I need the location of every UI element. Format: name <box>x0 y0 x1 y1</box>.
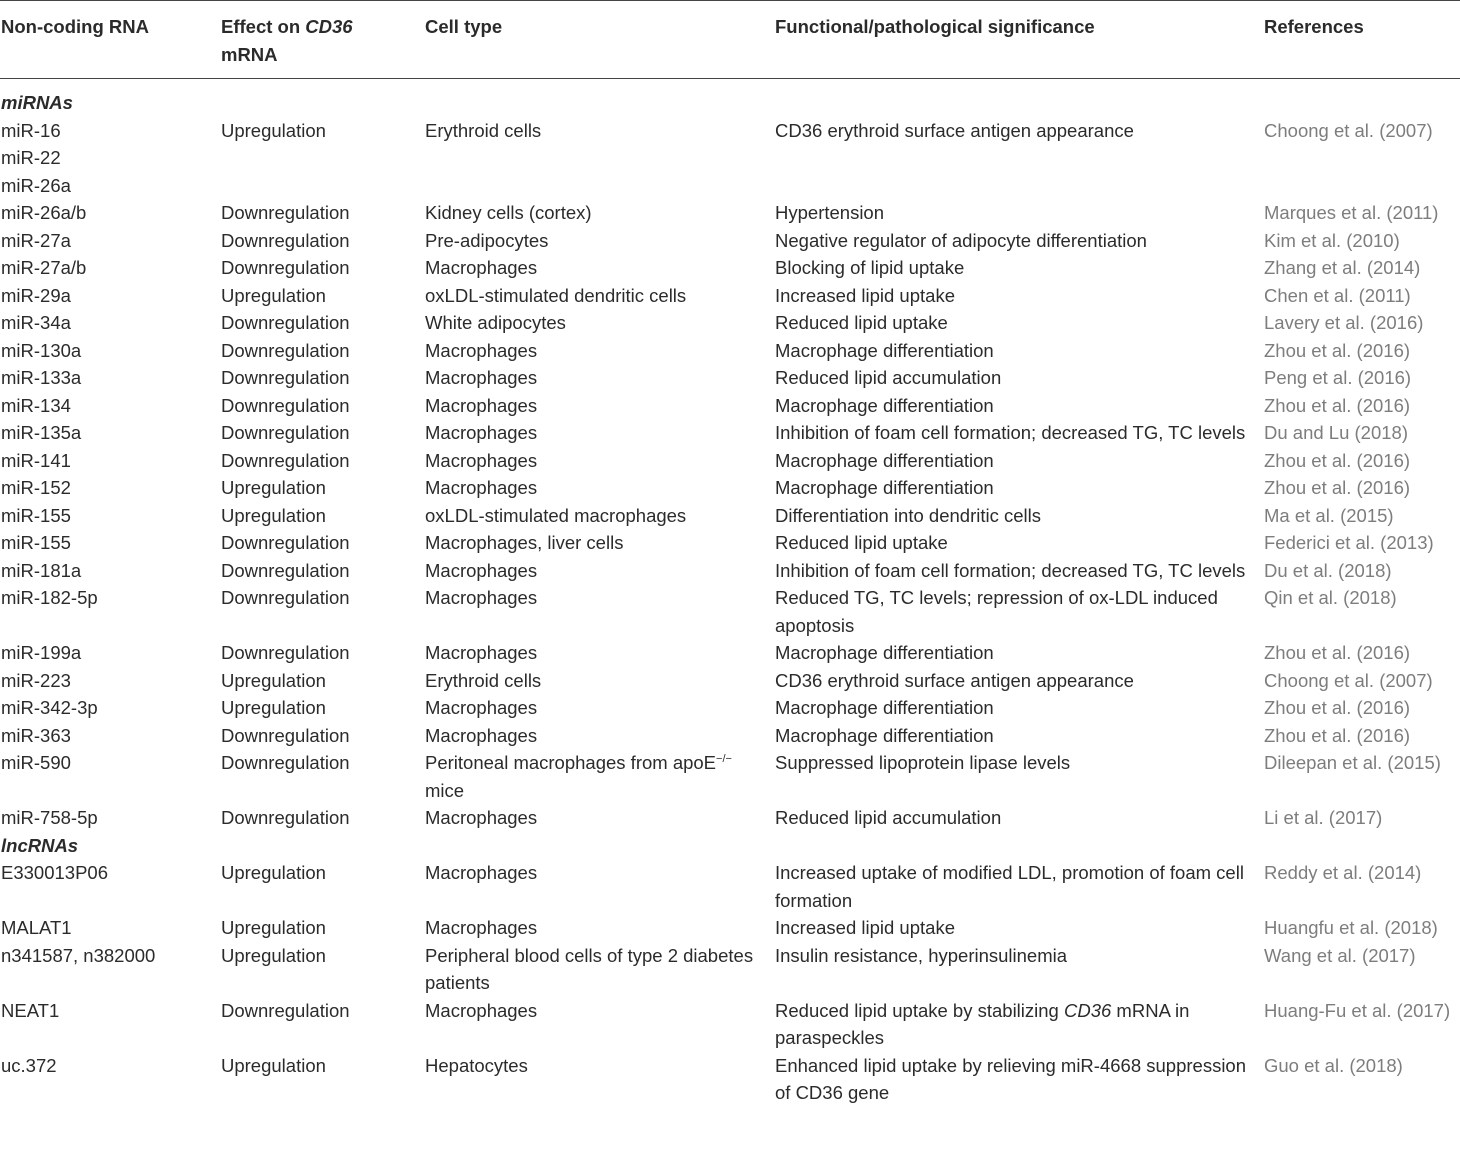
reference: Peng et al. (2016) <box>1264 367 1412 388</box>
cell-type: Erythroid cells <box>425 119 542 141</box>
reference: Zhou et al. (2016) <box>1264 724 1411 746</box>
significance: Increased lipid uptake <box>775 917 955 938</box>
header-cell-type: Cell type <box>424 1 774 79</box>
reference: Qin et al. (2018) <box>1264 587 1397 608</box>
reference: Federici et al. (2013) <box>1264 532 1434 553</box>
reference: Zhang et al. (2014) <box>1264 257 1421 278</box>
table-row <box>0 117 1460 145</box>
cell-type: Macrophages <box>425 807 538 828</box>
table-row <box>0 694 1460 722</box>
cell-type-tail: mice <box>425 779 465 801</box>
reference: Du et al. (2018) <box>1264 559 1392 581</box>
significance-pre: Reduced lipid uptake by stabilizing <box>775 999 1064 1021</box>
cell-type: Macrophages <box>425 917 538 938</box>
significance: Inhibition of foam cell formation; decreased TG, TC levels <box>775 422 1246 443</box>
table-row <box>0 419 1460 447</box>
table-row <box>0 557 1460 585</box>
effect-on-cd36: Downregulation <box>221 339 350 361</box>
rna-name: miR-342-3p <box>1 697 98 718</box>
table-row <box>0 997 1460 1052</box>
effect-on-cd36: Upregulation <box>221 862 326 883</box>
reference: Huang-Fu et al. (2017) <box>1264 999 1451 1021</box>
rna-name: miR-155 <box>1 504 71 526</box>
cell-type: oxLDL-stimulated macrophages <box>425 504 687 526</box>
reference: Marques et al. (2011) <box>1264 202 1439 223</box>
effect-on-cd36: Downregulation <box>221 367 350 388</box>
rna-name: uc.372 <box>1 1054 57 1076</box>
reference: Huangfu et al. (2018) <box>1264 917 1438 938</box>
table-header <box>0 1 1460 79</box>
reference <box>1263 172 1460 200</box>
reference: Zhou et al. (2016) <box>1264 394 1411 416</box>
effect-on-cd36: Downregulation <box>221 449 350 471</box>
significance: Blocking of lipid uptake <box>775 257 965 278</box>
table-row <box>0 942 1460 997</box>
effect-on-cd36: Upregulation <box>221 917 326 938</box>
significance: Increased lipid uptake <box>775 284 955 306</box>
rna-name: miR-27a/b <box>1 257 87 278</box>
table-row <box>0 1052 1460 1107</box>
significance: Inhibition of foam cell formation; decreased TG, TC levels <box>775 559 1246 581</box>
table-row <box>0 639 1460 667</box>
table-row <box>0 254 1460 282</box>
table-row <box>0 227 1460 255</box>
rna-name: miR-590 <box>1 752 71 773</box>
rna-name: miR-363 <box>1 724 71 746</box>
effect-on-cd36: Downregulation <box>221 422 350 443</box>
effect-on-cd36: Downregulation <box>221 999 350 1021</box>
rna-name: miR-152 <box>1 477 71 498</box>
significance: Negative regulator of adipocyte differentiation <box>775 229 1147 251</box>
rna-name: miR-130a <box>1 339 82 361</box>
significance <box>774 172 1263 200</box>
header-noncoding-rna: Non-coding RNA <box>0 1 220 79</box>
significance: Macrophage differentiation <box>775 642 994 663</box>
rna-name: miR-758-5p <box>1 807 98 828</box>
effect-on-cd36: Downregulation <box>221 532 350 553</box>
cell-type: Pre-adipocytes <box>425 229 549 251</box>
reference: Lavery et al. (2016) <box>1264 312 1424 333</box>
cell-type: Macrophages <box>425 999 538 1021</box>
rna-name: miR-26a/b <box>1 202 87 223</box>
cell-type: Peripheral blood cells of type 2 diabetes patients <box>425 944 754 993</box>
effect-on-cd36: Upregulation <box>221 1054 326 1076</box>
cell-type: Macrophages <box>425 697 538 718</box>
table-row <box>0 282 1460 310</box>
table-row <box>0 584 1460 639</box>
significance: Macrophage differentiation <box>775 697 994 718</box>
table-row <box>0 309 1460 337</box>
effect-on-cd36: Downregulation <box>221 587 350 608</box>
cell-type: Macrophages <box>425 862 538 883</box>
effect-on-cd36: Upregulation <box>221 504 326 526</box>
cell-type <box>424 749 774 804</box>
rna-name: miR-16 <box>1 119 61 141</box>
cell-type: Macrophages <box>425 339 538 361</box>
significance: Reduced TG, TC levels; repression of ox-LDL induced apoptosis <box>775 587 1218 636</box>
table-row <box>0 447 1460 475</box>
rna-name: miR-141 <box>1 449 71 471</box>
section-label: lncRNAs <box>1 834 79 856</box>
effect-on-cd36: Downregulation <box>221 312 350 333</box>
table-body <box>0 79 1460 1107</box>
section-heading-mirnas <box>0 79 1460 117</box>
significance: Enhanced lipid uptake by relieving miR-4668 suppression of CD36 gene <box>775 1054 1247 1103</box>
effect-on-cd36: Upregulation <box>221 119 326 141</box>
table-row <box>0 199 1460 227</box>
cell-type: Macrophages <box>425 587 538 608</box>
header-significance: Functional/pathological significance <box>774 1 1263 79</box>
significance: Reduced lipid accumulation <box>775 367 1002 388</box>
table-row <box>0 722 1460 750</box>
significance: Reduced lipid uptake <box>775 312 948 333</box>
rna-name: E330013P06 <box>1 862 108 883</box>
section-heading-lncrnas <box>0 832 1460 860</box>
rna-name: miR-223 <box>1 669 71 691</box>
header-references: References <box>1263 1 1460 79</box>
significance: CD36 erythroid surface antigen appearance <box>775 119 1134 141</box>
significance <box>774 997 1263 1052</box>
effect-on-cd36: Upregulation <box>221 477 326 498</box>
cell-type: Macrophages <box>425 257 538 278</box>
significance: Increased uptake of modified LDL, promotion of foam cell formation <box>775 862 1244 911</box>
reference: Zhou et al. (2016) <box>1264 449 1411 471</box>
effect-on-cd36: Upregulation <box>221 669 326 691</box>
cell-type: oxLDL-stimulated dendritic cells <box>425 284 687 306</box>
table-row <box>0 667 1460 695</box>
rna-name: miR-29a <box>1 284 71 306</box>
cell-type: Macrophages <box>425 422 538 443</box>
reference: Zhou et al. (2016) <box>1264 477 1411 498</box>
effect-on-cd36: Upregulation <box>221 697 326 718</box>
rna-name: miR-27a <box>1 229 71 251</box>
cell-type: Macrophages, liver cells <box>425 532 624 553</box>
rna-name: miR-22 <box>1 147 61 168</box>
table-row <box>0 502 1460 530</box>
section-label: miRNAs <box>1 92 73 113</box>
significance: Macrophage differentiation <box>775 394 994 416</box>
reference: Dileepan et al. (2015) <box>1264 752 1441 773</box>
rna-name: miR-133a <box>1 367 82 388</box>
reference: Chen et al. (2011) <box>1264 284 1411 306</box>
reference: Du and Lu (2018) <box>1264 422 1408 443</box>
effect-on-cd36 <box>220 144 424 172</box>
significance: Macrophage differentiation <box>775 449 994 471</box>
cell-type: White adipocytes <box>425 312 566 333</box>
effect-on-cd36: Downregulation <box>221 257 350 278</box>
cell-type: Hepatocytes <box>425 1054 528 1076</box>
rna-name: miR-199a <box>1 642 82 663</box>
cell-type: Macrophages <box>425 394 538 416</box>
table-row <box>0 392 1460 420</box>
effect-on-cd36: Downregulation <box>221 724 350 746</box>
table-row <box>0 804 1460 832</box>
header-effect-prefix: Effect on <box>221 16 306 37</box>
reference: Choong et al. (2007) <box>1264 669 1433 691</box>
effect-on-cd36: Downregulation <box>221 202 350 223</box>
header-effect <box>220 1 424 79</box>
table-row <box>0 172 1460 200</box>
effect-on-cd36: Downregulation <box>221 752 350 773</box>
reference: Wang et al. (2017) <box>1264 944 1416 966</box>
reference: Li et al. (2017) <box>1264 807 1383 828</box>
cell-type: Macrophages <box>425 449 538 471</box>
header-effect-suffix: mRNA <box>221 43 278 65</box>
cell-type: Macrophages <box>425 724 538 746</box>
significance: Suppressed lipoprotein lipase levels <box>775 752 1071 773</box>
significance: Hypertension <box>775 202 885 223</box>
rna-name: miR-181a <box>1 559 82 581</box>
table-row <box>0 859 1460 914</box>
significance: Differentiation into dendritic cells <box>775 504 1041 526</box>
significance: Insulin resistance, hyperinsulinemia <box>775 944 1068 966</box>
effect-on-cd36: Downregulation <box>221 229 350 251</box>
reference: Ma et al. (2015) <box>1264 504 1394 526</box>
reference: Zhou et al. (2016) <box>1264 339 1411 361</box>
significance-gene: CD36 <box>1063 999 1112 1021</box>
effect-on-cd36 <box>220 172 424 200</box>
cell-type: Macrophages <box>425 477 538 498</box>
reference: Kim et al. (2010) <box>1264 229 1400 251</box>
cell-type: Erythroid cells <box>425 669 542 691</box>
rna-name: MALAT1 <box>1 917 72 938</box>
table-row <box>0 914 1460 942</box>
rna-name: miR-134 <box>1 394 71 416</box>
reference: Guo et al. (2018) <box>1264 1054 1403 1076</box>
rna-name: miR-34a <box>1 312 71 333</box>
effect-on-cd36: Downregulation <box>221 559 350 581</box>
reference: Reddy et al. (2014) <box>1264 862 1422 883</box>
table-row <box>0 474 1460 502</box>
cell-type: Macrophages <box>425 642 538 663</box>
significance: Macrophage differentiation <box>775 339 994 361</box>
effect-on-cd36: Downregulation <box>221 394 350 416</box>
significance <box>774 144 1263 172</box>
effect-on-cd36: Upregulation <box>221 944 326 966</box>
cell-type-superscript: −/− <box>716 752 732 765</box>
effect-on-cd36: Downregulation <box>221 642 350 663</box>
reference <box>1263 144 1460 172</box>
significance-post: mRNA in paraspeckles <box>775 999 1190 1048</box>
rna-name: miR-26a <box>1 174 71 196</box>
rna-name: n341587, n382000 <box>1 944 156 966</box>
cell-type <box>424 144 774 172</box>
reference: Zhou et al. (2016) <box>1264 642 1411 663</box>
table-row <box>0 144 1460 172</box>
cell-type-main: Peritoneal macrophages from apoE <box>425 752 717 773</box>
table-row <box>0 337 1460 365</box>
cell-type: Kidney cells (cortex) <box>425 202 592 223</box>
rna-name: miR-155 <box>1 532 71 553</box>
significance: Macrophage differentiation <box>775 477 994 498</box>
effect-on-cd36: Upregulation <box>221 284 326 306</box>
cell-type <box>424 172 774 200</box>
significance: Reduced lipid uptake <box>775 532 948 553</box>
table-row <box>0 749 1460 804</box>
table-row <box>0 529 1460 557</box>
reference: Choong et al. (2007) <box>1264 119 1433 141</box>
significance: Macrophage differentiation <box>775 724 994 746</box>
cell-type: Macrophages <box>425 559 538 581</box>
rna-name: miR-182-5p <box>1 587 98 608</box>
reference: Zhou et al. (2016) <box>1264 697 1411 718</box>
rna-name: NEAT1 <box>1 999 60 1021</box>
significance: CD36 erythroid surface antigen appearance <box>775 669 1134 691</box>
significance: Reduced lipid accumulation <box>775 807 1002 828</box>
header-effect-gene: CD36 <box>305 16 353 37</box>
header-row <box>0 1 1460 79</box>
cell-type: Macrophages <box>425 367 538 388</box>
effect-on-cd36: Downregulation <box>221 807 350 828</box>
rna-name: miR-135a <box>1 422 82 443</box>
table-row <box>0 364 1460 392</box>
